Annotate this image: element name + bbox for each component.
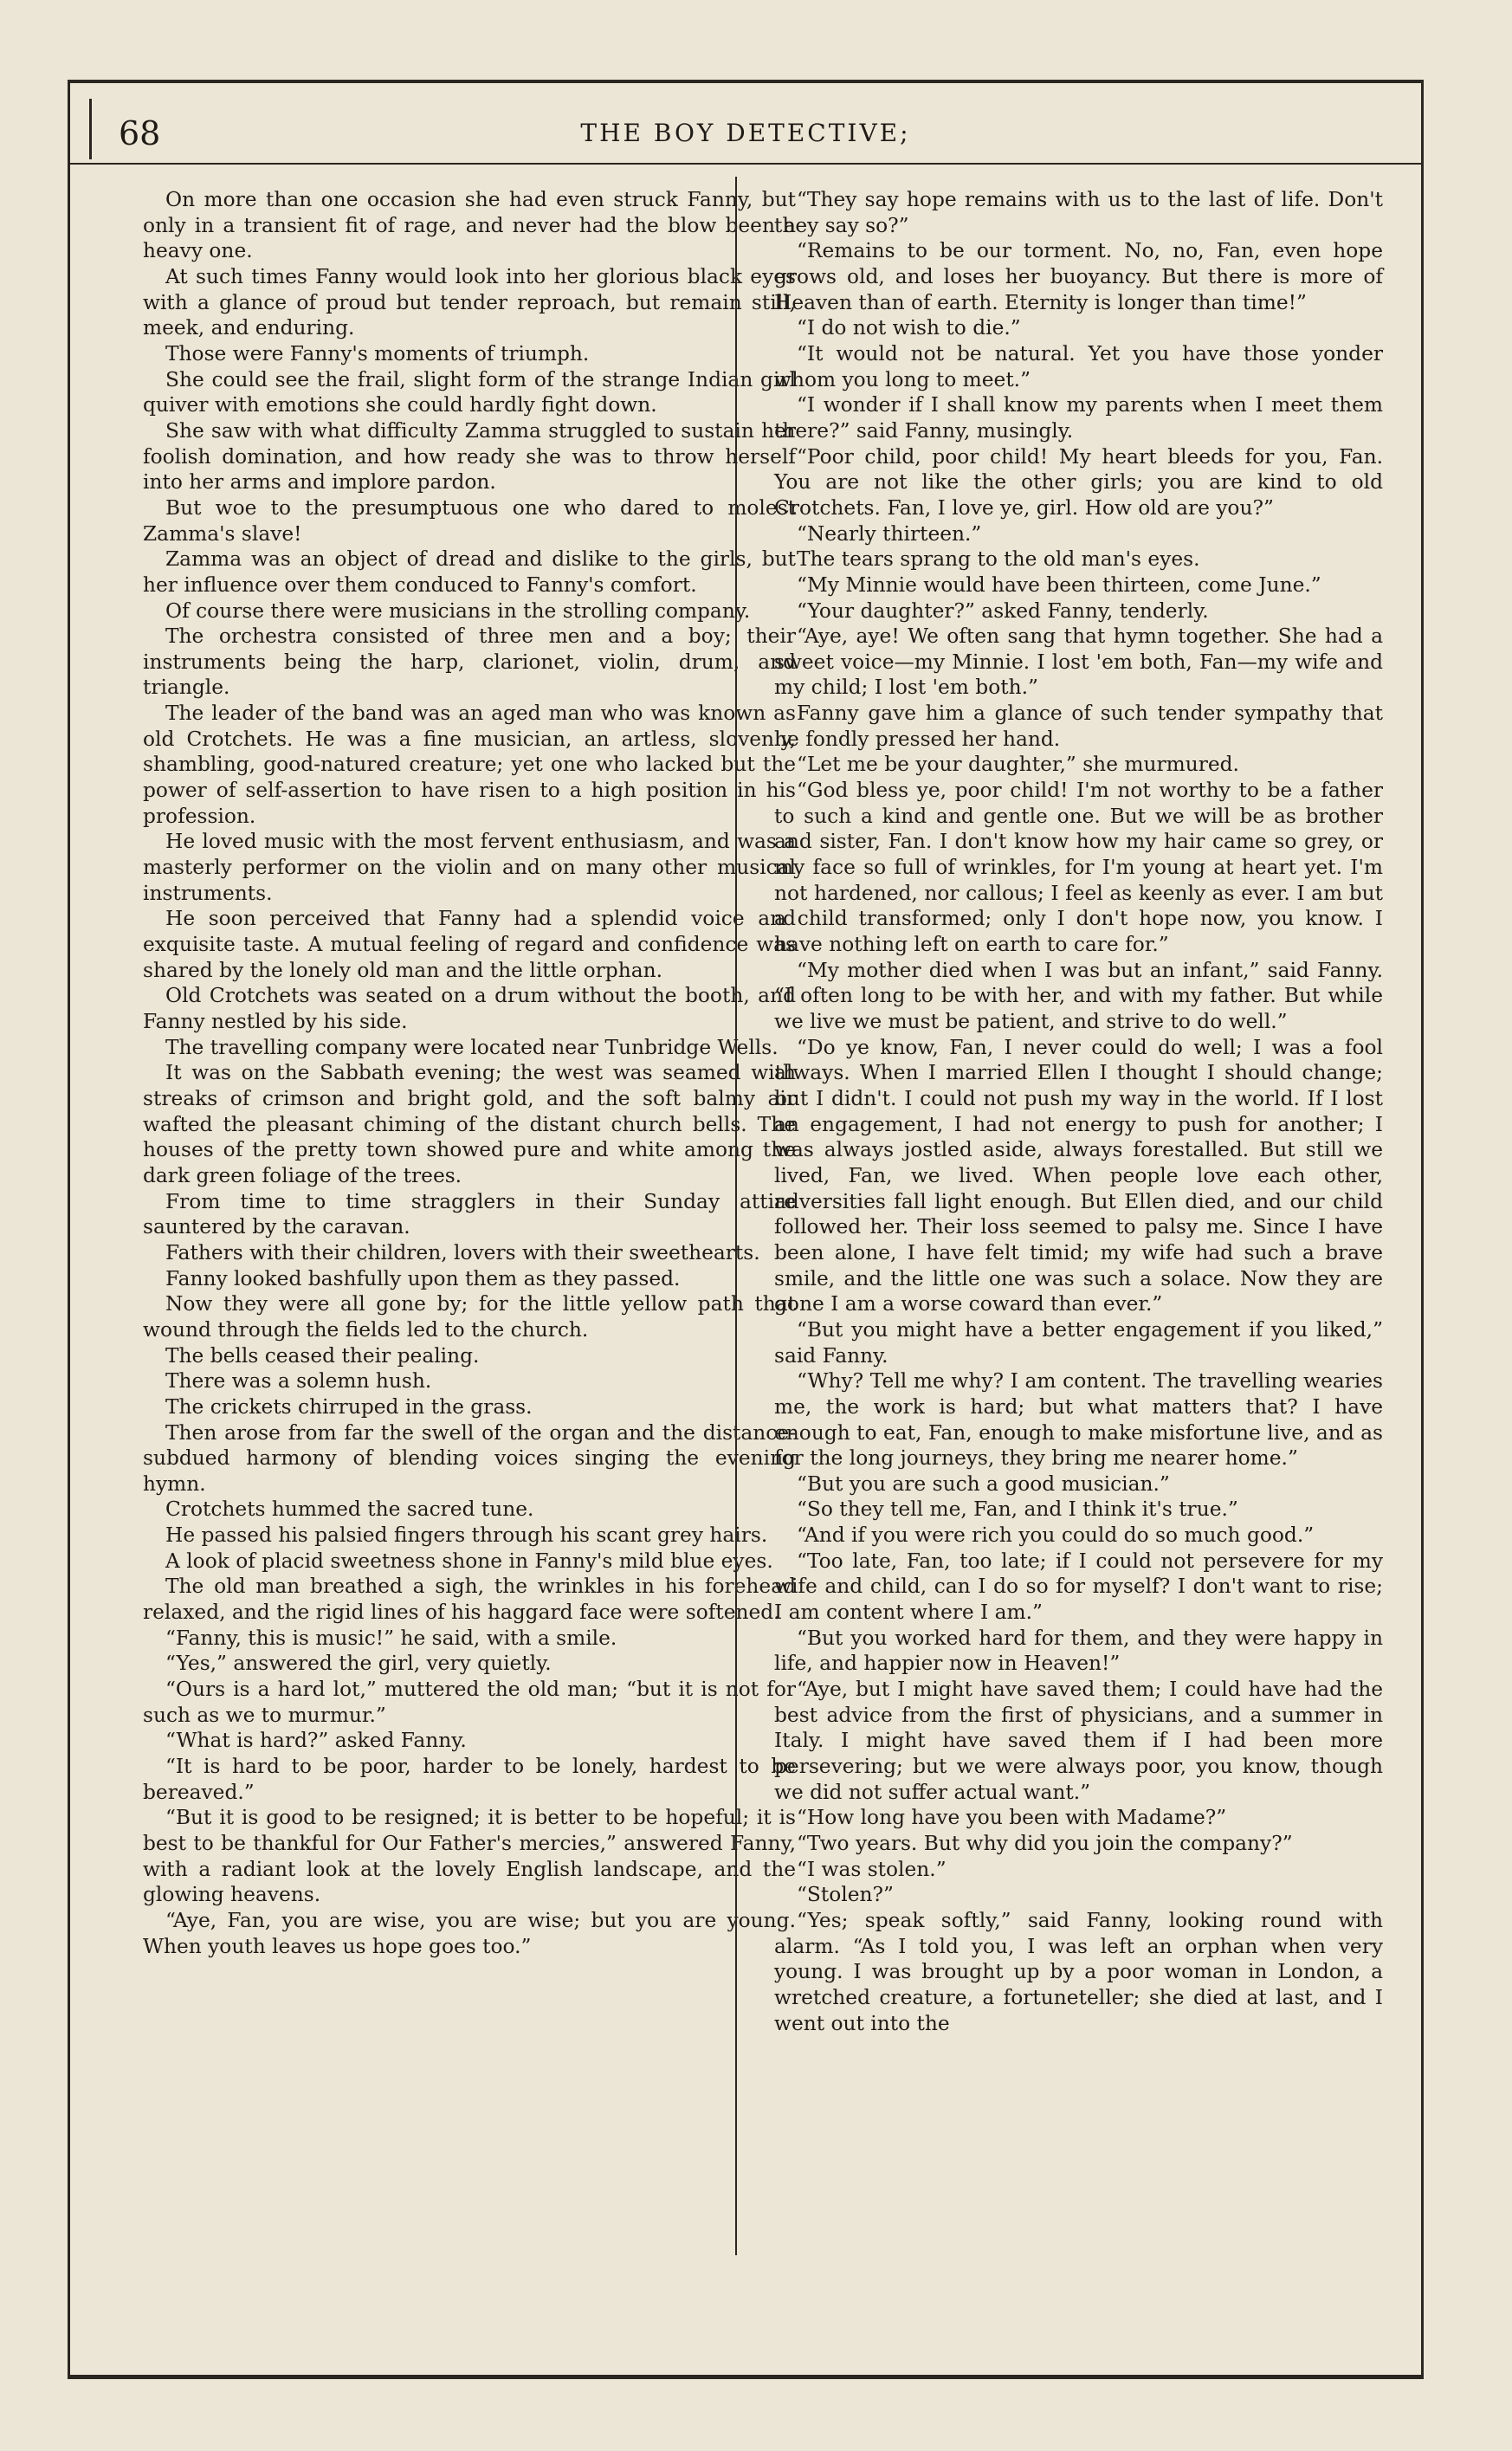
paragraph: Fanny gave him a glance of such tender sympathy that he fondly pressed her hand. [774, 702, 1383, 751]
paragraph: “Do ye know, Fan, I never could do well; I was a fool always. When I married Ellen I thought I should change; but I didn't. I could not push my way in the world. If I lost an engagement, I had not energy to push for another; I was always jostled aside, always forestalled. But still we lived, Fan, we lived. When people love each other, adversities fall light enough. But Ellen died, and our child followed her. Their loss seemed to palsy me. Since I have been alone, I have felt timid; my wife had such a brave smile, and the little one was such a solace. Now they are gone I am a worse coward than ever.” [774, 1035, 1383, 1316]
paragraph: “It would not be natural. Yet you have those yonder whom you long to meet.” [774, 341, 1383, 391]
paragraph: He loved music with the most fervent enthusiasm, and was a masterly performer on the violin and on many other musical instruments. [143, 830, 796, 905]
paragraph: “Poor child, poor child! My heart bleeds for you, Fan. You are not like the other girls; you are kind to old Crotchets. Fan, I love ye, girl. How old are you?” [774, 444, 1383, 520]
paragraph: “Your daughter?” asked Fanny, tenderly. [797, 598, 1209, 623]
paragraph: “My mother died when I was but an infant,” said Fanny. “I often long to be with her, and with my father. But while we live we must be patient, and strive to do well.” [774, 958, 1383, 1033]
paragraph: “Why? Tell me why? I am content. The travelling wearies me, the work is hard; but what matters that? I have enough to eat, Fan, enough to make misfortune live, and as for the long journeys, they bring me nearer home.” [774, 1369, 1383, 1471]
left-column [143, 187, 796, 1959]
header-rule [70, 163, 1421, 165]
right-column [774, 187, 1383, 2036]
paragraph: The crickets chirruped in the grass. [165, 1394, 533, 1419]
paragraph: There was a solemn hush. [165, 1369, 432, 1394]
book-page [68, 80, 1424, 2379]
paragraph: Now they were all gone by; for the little yellow path that wound through the fields led to the church. [143, 1292, 796, 1342]
paragraph: “I was stolen.” [797, 1857, 947, 1881]
column-divider [735, 177, 737, 2255]
paragraph: “Yes,” answered the girl, very quietly. [165, 1652, 552, 1676]
paragraph: “Fanny, this is music!” he said, with a smile. [165, 1626, 617, 1650]
paragraph: Of course there were musicians in the strolling company. [165, 598, 751, 623]
paragraph: Fathers with their children, lovers with their sweethearts. [165, 1240, 760, 1264]
paragraph: Zamma was an object of dread and dislike to the girls, but her influence over them conduced to Fanny's comfort. [143, 547, 796, 597]
paragraph: “Yes; speak softly,” said Fanny, looking round with alarm. “As I told you, I was left an orphan when very young. I was brought up by a poor woman in London, a wretched creature, a fortuneteller; she died at last, and I went out into the [774, 1908, 1383, 2035]
page-number: 68 [119, 114, 161, 152]
paragraph: “God bless ye, poor child! I'm not worthy to be a father to such a kind and gentle one. But we will be as brother and sister, Fan. I don't know how my hair came so grey, or my face so full of wrinkles, for I'm young at heart yet. I'm not hardened, nor callous; I feel as keenly as ever. I am but a child transformed; only I don't hope now, you know. I have nothing left on earth to care for.” [774, 779, 1383, 957]
paragraph: “My Minnie would have been thirteen, come June.” [797, 572, 1321, 597]
paragraph: “They say hope remains with us to the last of life. Don't they say so?” [774, 188, 1383, 237]
paragraph: “Let me be your daughter,” she murmured. [797, 753, 1239, 777]
paragraph: “So they tell me, Fan, and I think it's true.” [797, 1497, 1238, 1522]
paragraph: The orchestra consisted of three men and a boy; their instruments being the harp, clarionet, violin, drum, and triangle. [143, 624, 796, 700]
paragraph: Those were Fanny's moments of triumph. [165, 341, 590, 365]
paragraph: “Nearly thirteen.” [797, 521, 982, 546]
paragraph: At such times Fanny would look into her glorious black eyes with a glance of proud but tender reproach, but remain still, meek, and enduring. [143, 264, 796, 340]
paragraph: “Remains to be our torment. No, no, Fan, even hope grows old, and loses her buoyancy. But there is more of Heaven than of earth. Eternity is longer than time!” [774, 239, 1383, 314]
paragraph: “Aye, aye! We often sang that hymn together. She had a sweet voice—my Minnie. I lost 'em both, Fan—my wife and my child; I lost 'em both.” [774, 624, 1383, 700]
paragraph: “It is hard to be poor, harder to be lonely, hardest to be bereaved.” [143, 1755, 796, 1804]
paragraph: “I do not wish to die.” [797, 316, 1021, 340]
paragraph: “What is hard?” asked Fanny. [165, 1729, 467, 1753]
paragraph: “Two years. But why did you join the company?” [797, 1832, 1293, 1855]
paragraph: Old Crotchets was seated on a drum without the booth, and Fanny nestled by his side. [143, 984, 796, 1033]
paragraph: “Stolen?” [797, 1883, 894, 1907]
paragraph: Fanny looked bashfully upon them as they passed. [165, 1266, 681, 1290]
paragraph: A look of placid sweetness shone in Fanny's mild blue eyes. [165, 1549, 773, 1573]
paragraph: He passed his palsied fingers through his scant grey hairs. [165, 1523, 768, 1548]
paragraph: From time to time stragglers in their Sunday attire sauntered by the caravan. [143, 1189, 796, 1239]
paragraph: On more than one occasion she had even struck Fanny, but only in a transient fit of rage, and never had the blow been a heavy one. [143, 188, 796, 263]
paragraph: “How long have you been with Madame?” [797, 1806, 1227, 1830]
paragraph: But woe to the presumptuous one who dared to molest Zamma's slave! [143, 495, 796, 546]
running-title: THE BOY DETECTIVE; [580, 119, 911, 147]
paragraph: “Too late, Fan, too late; if I could not persevere for my wife and child, can I do so for myself? I don't want to rise; I am content where I am.” [774, 1549, 1383, 1625]
paragraph: She could see the frail, slight form of the strange Indian girl quiver with emotions she could hardly fight down. [143, 367, 796, 417]
paragraph: “And if you were rich you could do so much good.” [797, 1523, 1315, 1548]
paragraph: “Ours is a hard lot,” muttered the old man; “but it is not for such as we to murmur.” [143, 1678, 796, 1727]
paragraph: Then arose from far the swell of the organ and the distance-subdued harmony of blending voices singing the evening hymn. [143, 1420, 796, 1496]
paragraph: He soon perceived that Fanny had a splendid voice and exquisite taste. A mutual feeling of regard and confidence was shared by the lonely old man and the little orphan. [143, 907, 796, 982]
paragraph: “But you are such a good musician.” [797, 1471, 1170, 1496]
paragraph: “But you might have a better engagement if you liked,” said Fanny. [774, 1317, 1383, 1368]
paragraph: “Aye, Fan, you are wise, you are wise; but you are young. When youth leaves us hope goes too.” [143, 1908, 796, 1958]
paragraph: “But you worked hard for them, and they were happy in life, and happier now in Heaven!” [774, 1626, 1383, 1676]
paragraph: “Aye, but I might have saved them; I could have had the best advice from the first of physicians, and a summer in Italy. I might have saved them if I had been more persevering; but we were always poor, you know, though we did not suffer actual want.” [774, 1678, 1383, 1804]
paragraph: “I wonder if I shall know my parents when I meet them there?” said Fanny, musingly. [774, 393, 1383, 443]
paragraph: The old man breathed a sigh, the wrinkles in his forehead relaxed, and the rigid lines of his haggard face were softened. [143, 1575, 796, 1625]
paragraph: The travelling company were located near Tunbridge Wells. [165, 1035, 779, 1059]
paragraph: She saw with what difficulty Zamma struggled to sustain her foolish domination, and how ready she was to throw herself into her arms and implore pardon. [143, 418, 796, 495]
paragraph: “But it is good to be resigned; it is better to be hopeful; it is best to be thankful for Our Father's mercies,” answered Fanny, with a radiant look at the lovely English landscape, and the glowing heavens. [143, 1806, 796, 1907]
paragraph: It was on the Sabbath evening; the west was seamed with streaks of crimson and bright gold, and the soft balmy air wafted the pleasant chiming of the distant church bells. The houses of the pretty town showed pure and white among the dark green foliage of the trees. [143, 1061, 796, 1187]
paragraph: Crotchets hummed the sacred tune. [165, 1497, 534, 1522]
paragraph: The tears sprang to the old man's eyes. [797, 547, 1200, 572]
paragraph: The leader of the band was an aged man who was known as old Crotchets. He was a fine musician, an artless, slovenly, shambling, good-natured creature; yet one who lacked but the power of self-assertion to have risen to a high position in his profession. [143, 702, 796, 828]
footer-rule [70, 2375, 1421, 2377]
paragraph: The bells ceased their pealing. [165, 1343, 480, 1368]
